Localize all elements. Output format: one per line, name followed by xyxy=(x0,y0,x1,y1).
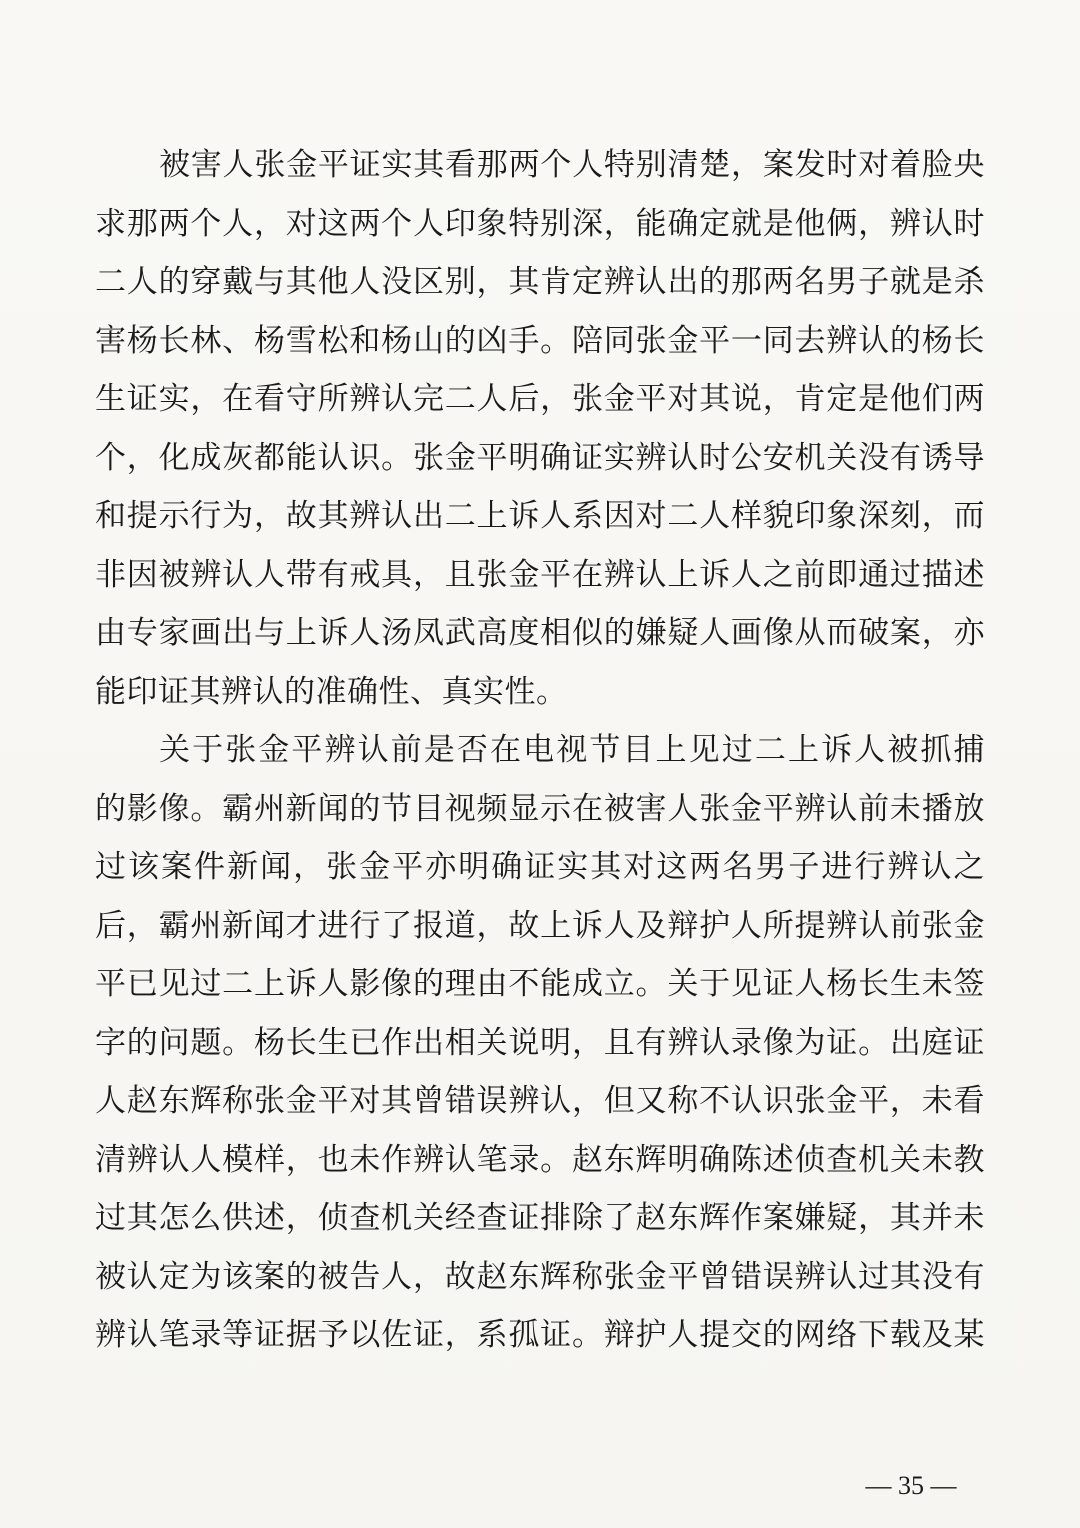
paragraph-2-line-8: 清辨认人模样，也未作辨认笔录。赵东辉明确陈述侦查机关未教 xyxy=(95,1141,985,1178)
page-number: — 35 — xyxy=(865,1471,957,1500)
paragraph-2-line-9: 过其怎么供述，侦查机关经查证排除了赵东辉作案嫌疑，其并未 xyxy=(95,1200,985,1236)
paragraph-1-line-4: 害杨长林、杨雪松和杨山的凶手。陪同张金平一同去辨认的杨长 xyxy=(95,322,985,359)
paragraph-2-line-2: 的影像。霸州新闻的节目视频显示在被害人张金平辨认前未播放 xyxy=(95,790,985,827)
paragraph-2-line-1: 关于张金平辨认前是否在电视节目上见过二上诉人被抓捕 xyxy=(159,732,985,768)
paragraph-1-line-9: 由专家画出与上诉人汤凤武高度相似的嫌疑人画像从而破案，亦 xyxy=(95,615,985,651)
paragraph-2-line-7: 人赵东辉称张金平对其曾错误辨认，但又称不认识张金平，未看 xyxy=(95,1083,985,1119)
paragraph-1-line-2: 求那两个人，对这两个人印象特别深，能确定就是他俩，辨认时 xyxy=(95,205,985,242)
paragraph-1-line-1: 被害人张金平证实其看那两个人特别清楚，案发时对着脸央 xyxy=(159,147,985,183)
body-text xyxy=(95,136,985,1365)
paragraph-1-line-3: 二人的穿戴与其他人没区别，其肯定辨认出的那两名男子就是杀 xyxy=(95,264,985,300)
paragraph-2-line-3: 过该案件新闻，张金平亦明确证实其对这两名男子进行辨认之 xyxy=(95,849,985,885)
paragraph-1-line-10: 能印证其辨认的准确性、真实性。 xyxy=(95,673,568,710)
paragraph-2-line-11: 辨认笔录等证据予以佐证，系孤证。辩护人提交的网络下载及某 xyxy=(95,1317,985,1353)
paragraph-2-line-4: 后，霸州新闻才进行了报道，故上诉人及辩护人所提辨认前张金 xyxy=(95,907,985,944)
paragraph-1-line-8: 非因被辨认人带有戒具，且张金平在辨认上诉人之前即通过描述 xyxy=(95,556,985,593)
paragraph-1-line-7: 和提示行为，故其辨认出二上诉人系因对二人样貌印象深刻，而 xyxy=(95,498,985,534)
paragraph-1-line-6: 个，化成灰都能认识。张金平明确证实辨认时公安机关没有诱导 xyxy=(95,439,985,476)
paragraph-2-line-10: 被认定为该案的被告人，故赵东辉称张金平曾错误辨认过其没有 xyxy=(95,1258,985,1295)
paragraph-2-line-5: 平已见过二上诉人影像的理由不能成立。关于见证人杨长生未签 xyxy=(95,966,985,1002)
paragraph-1-line-5: 生证实，在看守所辨认完二人后，张金平对其说，肯定是他们两 xyxy=(95,381,985,417)
paragraph-2-line-6: 字的问题。杨长生已作出相关说明，且有辨认录像为证。出庭证 xyxy=(95,1024,985,1061)
